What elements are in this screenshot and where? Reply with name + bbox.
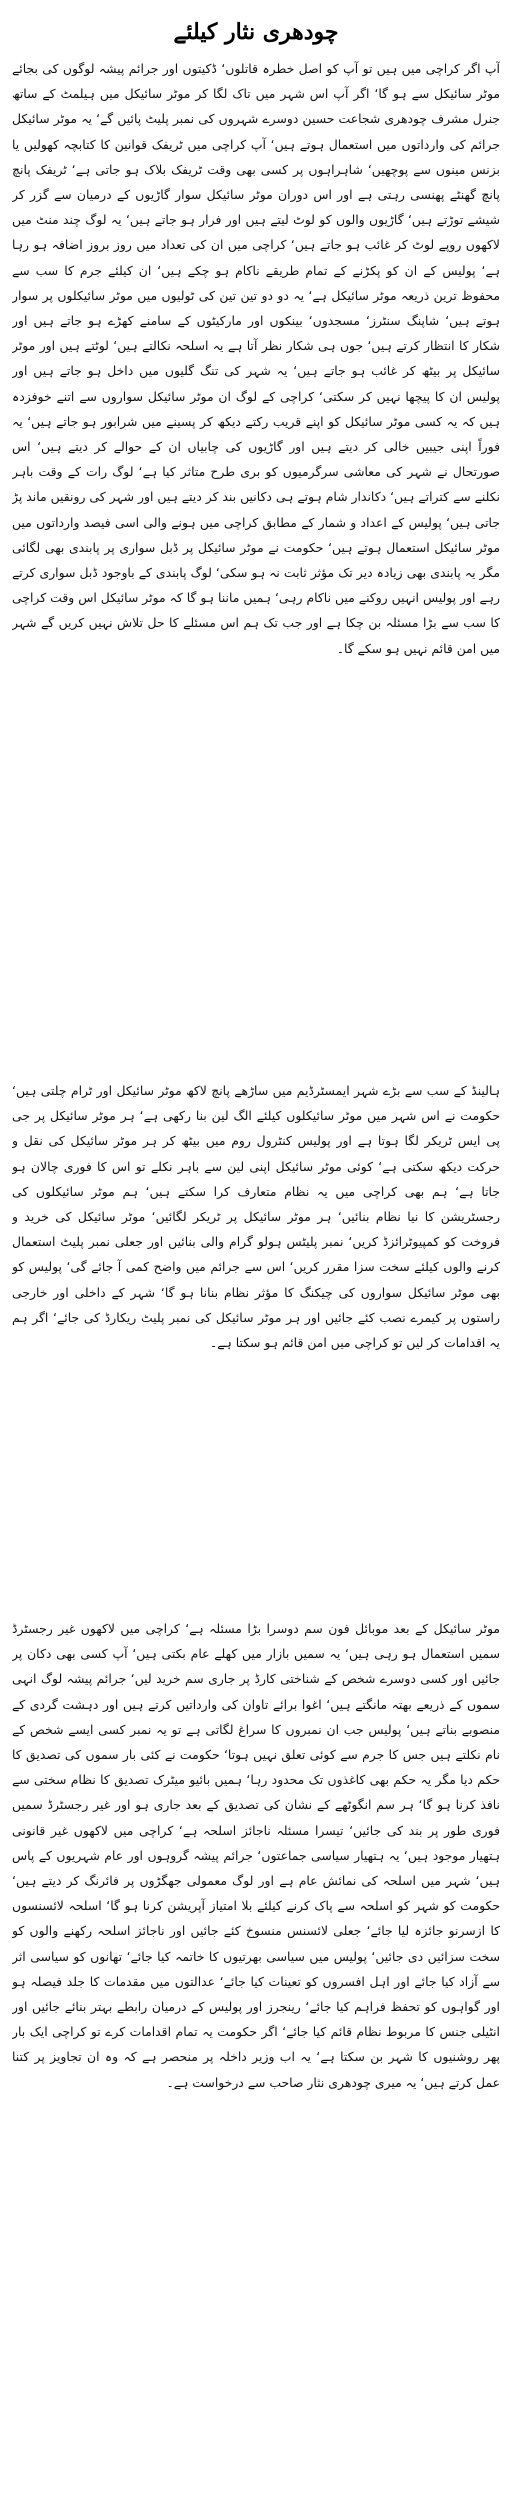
article-headline: چودھری نثار کیلئے [173, 19, 339, 45]
article-paragraph: آپ اگر کراچی میں ہیں تو آپ کو اصل خطرہ قاتلوں‘ ڈکیتوں اور جرائم پیشہ لوگوں کی بجائے موٹر سائیکل سے ہو گا‘ اگر آپ اس شہر میں تاک لگا کر موٹر سائیکل میں ہیلمٹ کے ساتھ جنرل مشرف چودھری شجاعت حسین دوسرے شہروں کی نمبر پلیٹ پائیں گے‘ یہ موٹر سائیکل جرائم کی وارداتوں میں استعمال ہوتے ہیں‘ آپ کراچی میں ٹریفک قوانین کا کتابچہ کھولیں یا بزنس مینوں سے پوچھیں‘ شاہراہوں پر کسی بھی وقت ٹریفک بلاک ہو جاتی ہے‘ ٹریفک پانچ پانچ گھنٹے پھنسی رہتی ہے اور اس دوران موٹر سائیکل سوار گاڑیوں کے درمیان سے گزر کر شیشے توڑتے ہیں‘ گاڑیوں والوں کو لوٹ لیتے ہیں اور فرار ہو جاتے ہیں‘ یہ لوگ چند منٹ میں لاکھوں روپے لوٹ کر غائب ہو جاتے ہیں‘ کراچی میں ان کی تعداد میں روز بروز اضافہ ہو رہا ہے‘ پولیس کے ان کو پکڑنے کے تمام طریقے ناکام ہو چکے ہیں‘ ان کیلئے جرم کا سب سے محفوظ ترین ذریعہ موٹر سائیکل ہے‘ یہ دو دو تین تین کی ٹولیوں میں موٹر سائیکلوں پر سوار ہوتے ہیں‘ شاپنگ سنٹرز‘ مسجدوں‘ بینکوں اور مارکیٹوں کے سامنے کھڑے ہو جاتے ہیں اور شکار کا انتظار کرتے ہیں‘ جوں ہی شکار نظر آتا ہے یہ اسلحہ نکالتے ہیں‘ لوٹتے ہیں اور موٹر سائیکل پر بیٹھ کر غائب ہو جاتے ہیں‘ یہ شہر کی تنگ گلیوں میں داخل ہو جاتے ہیں اور پولیس ان کا پیچھا نہیں کر سکتی‘ کراچی کے لوگ ان موٹر سائیکل سواروں سے اتنے خوفزدہ ہیں کہ یہ کسی موٹر سائیکل کو اپنے قریب رکتے دیکھ کر پسینے میں شرابور ہو جاتے ہیں‘ یہ فوراً اپنی جیبیں خالی کر دیتے ہیں اور گاڑیوں کی چابیاں ان کے حوالے کر دیتے ہیں‘ اس صورتحال نے شہر کی معاشی سرگرمیوں کو بری طرح متاثر کیا ہے‘ لوگ رات کے وقت باہر نکلنے سے کتراتے ہیں‘ دکاندار شام ہوتے ہی دکانیں بند کر دیتے ہیں اور شہر کی رونقیں ماند پڑ جاتی ہیں‘ پولیس کے اعداد و شمار کے مطابق کراچی میں ہونے والی اسی فیصد وارداتوں میں موٹر سائیکل استعمال ہوتے ہیں‘ حکومت نے موٹر سائیکل پر ڈبل سواری پر پابندی بھی لگائی مگر یہ پابندی بھی زیادہ دیر تک مؤثر ثابت نہ ہو سکی‘ لوگ پابندی کے باوجود ڈبل سواری کرتے رہے اور پولیس انہیں روکنے میں ناکام رہی‘ ہمیں ماننا ہو گا کہ موٹر سائیکل اس وقت کراچی کا سب سے بڑا مسئلہ بن چکا ہے اور جب تک ہم اس مسئلے کا حل تلاش نہیں کریں گے شہر میں امن قائم نہیں ہو سکے گا۔ [12, 61, 500, 656]
article-body [12, 56, 500, 2496]
article-paragraph: ہالینڈ کے سب سے بڑے شہر ایمسٹرڈیم میں ساڑھے پانچ لاکھ موٹر سائیکل اور ٹرام چلتی ہیں‘ حکومت نے اس شہر میں موٹر سائیکلوں کیلئے الگ لین بنا رکھی ہے‘ ہر موٹر سائیکل پر جی پی ایس ٹریکر لگا ہوتا ہے اور پولیس کنٹرول روم میں بیٹھ کر ہر موٹر سائیکل کی نقل و حرکت دیکھ سکتی ہے‘ کوئی موٹر سائیکل اپنی لین سے باہر نکلے تو اس کا فوری چالان ہو جاتا ہے‘ ہم بھی کراچی میں یہ نظام متعارف کرا سکتے ہیں‘ ہم موٹر سائیکلوں کی رجسٹریشن کا نیا نظام بنائیں‘ ہر موٹر سائیکل پر ٹریکر لگائیں‘ موٹر سائیکل کی خرید و فروخت کو کمپیوٹرائزڈ کریں‘ نمبر پلیٹس ہولو گرام والی بنائیں اور جعلی نمبر پلیٹ استعمال کرنے والوں کیلئے سخت سزا مقرر کریں‘ اس سے جرائم میں واضح کمی آ جائے گی‘ پولیس کو بھی موٹر سائیکل سواروں کی چیکنگ کا مؤثر نظام بنانا ہو گا‘ شہر کے داخلی اور خارجی راستوں پر کیمرے نصب کئے جائیں اور ہر موٹر سائیکل کی نمبر پلیٹ ریکارڈ کی جائے‘ اگر ہم یہ اقدامات کر لیں تو کراچی میں امن قائم ہو سکتا ہے۔ [12, 1083, 500, 1351]
article-paragraph: موٹر سائیکل کے بعد موبائل فون سم دوسرا بڑا مسئلہ ہے‘ کراچی میں لاکھوں غیر رجسٹرڈ سمیں استعمال ہو رہی ہیں‘ یہ سمیں بازار میں کھلے عام بکتی ہیں‘ آپ کسی بھی دکان پر جائیں اور کسی دوسرے شخص کے شناختی کارڈ پر جاری سم خرید لیں‘ جرائم پیشہ لوگ انہی سموں کے ذریعے بھتہ مانگتے ہیں‘ اغوا برائے تاوان کی وارداتیں کرتے ہیں اور دہشت گردی کے منصوبے بناتے ہیں‘ پولیس جب ان نمبروں کا سراغ لگاتی ہے تو یہ نمبر کسی ایسے شخص کے نام نکلتے ہیں جس کا جرم سے کوئی تعلق نہیں ہوتا‘ حکومت نے کئی بار سموں کی تصدیق کا حکم دیا مگر یہ حکم بھی کاغذوں تک محدود رہا‘ ہمیں بائیو میٹرک تصدیق کا نظام سختی سے نافذ کرنا ہو گا‘ ہر سم انگوٹھے کے نشان کی تصدیق کے بعد جاری ہو اور غیر رجسٹرڈ سمیں فوری طور پر بند کی جائیں‘ تیسرا مسئلہ ناجائز اسلحہ ہے‘ کراچی میں لاکھوں غیر قانونی ہتھیار موجود ہیں‘ یہ ہتھیار سیاسی جماعتوں‘ جرائم پیشہ گروہوں اور عام شہریوں کے پاس ہیں‘ شہر میں اسلحہ کی نمائش عام ہے اور لوگ معمولی جھگڑوں پر فائرنگ کر دیتے ہیں‘ حکومت کو شہر کو اسلحہ سے پاک کرنے کیلئے بلا امتیاز آپریشن کرنا ہو گا‘ اسلحہ لائسنسوں کا ازسرنو جائزہ لیا جائے‘ جعلی لائسنس منسوخ کئے جائیں اور ناجائز اسلحہ رکھنے والوں کو سخت سزائیں دی جائیں‘ پولیس میں سیاسی بھرتیوں کا خاتمہ کیا جائے‘ تھانوں کو سیاسی اثر سے آزاد کیا جائے اور اہل افسروں کو تعینات کیا جائے‘ عدالتوں میں مقدمات کا جلد فیصلہ ہو اور گواہوں کو تحفظ فراہم کیا جائے‘ رینجرز اور پولیس کے درمیان رابطے بہتر بنائے جائیں اور انٹیلی جنس کا مربوط نظام قائم کیا جائے‘ اگر حکومت یہ تمام اقدامات کرے تو کراچی ایک بار پھر روشنیوں کا شہر بن سکتا ہے‘ یہ اب وزیر داخلہ پر منحصر ہے کہ وہ ان تجاویز پر کتنا عمل کرتے ہیں‘ یہ میری چودھری نثار صاحب سے درخواست ہے۔ [12, 1621, 500, 2090]
